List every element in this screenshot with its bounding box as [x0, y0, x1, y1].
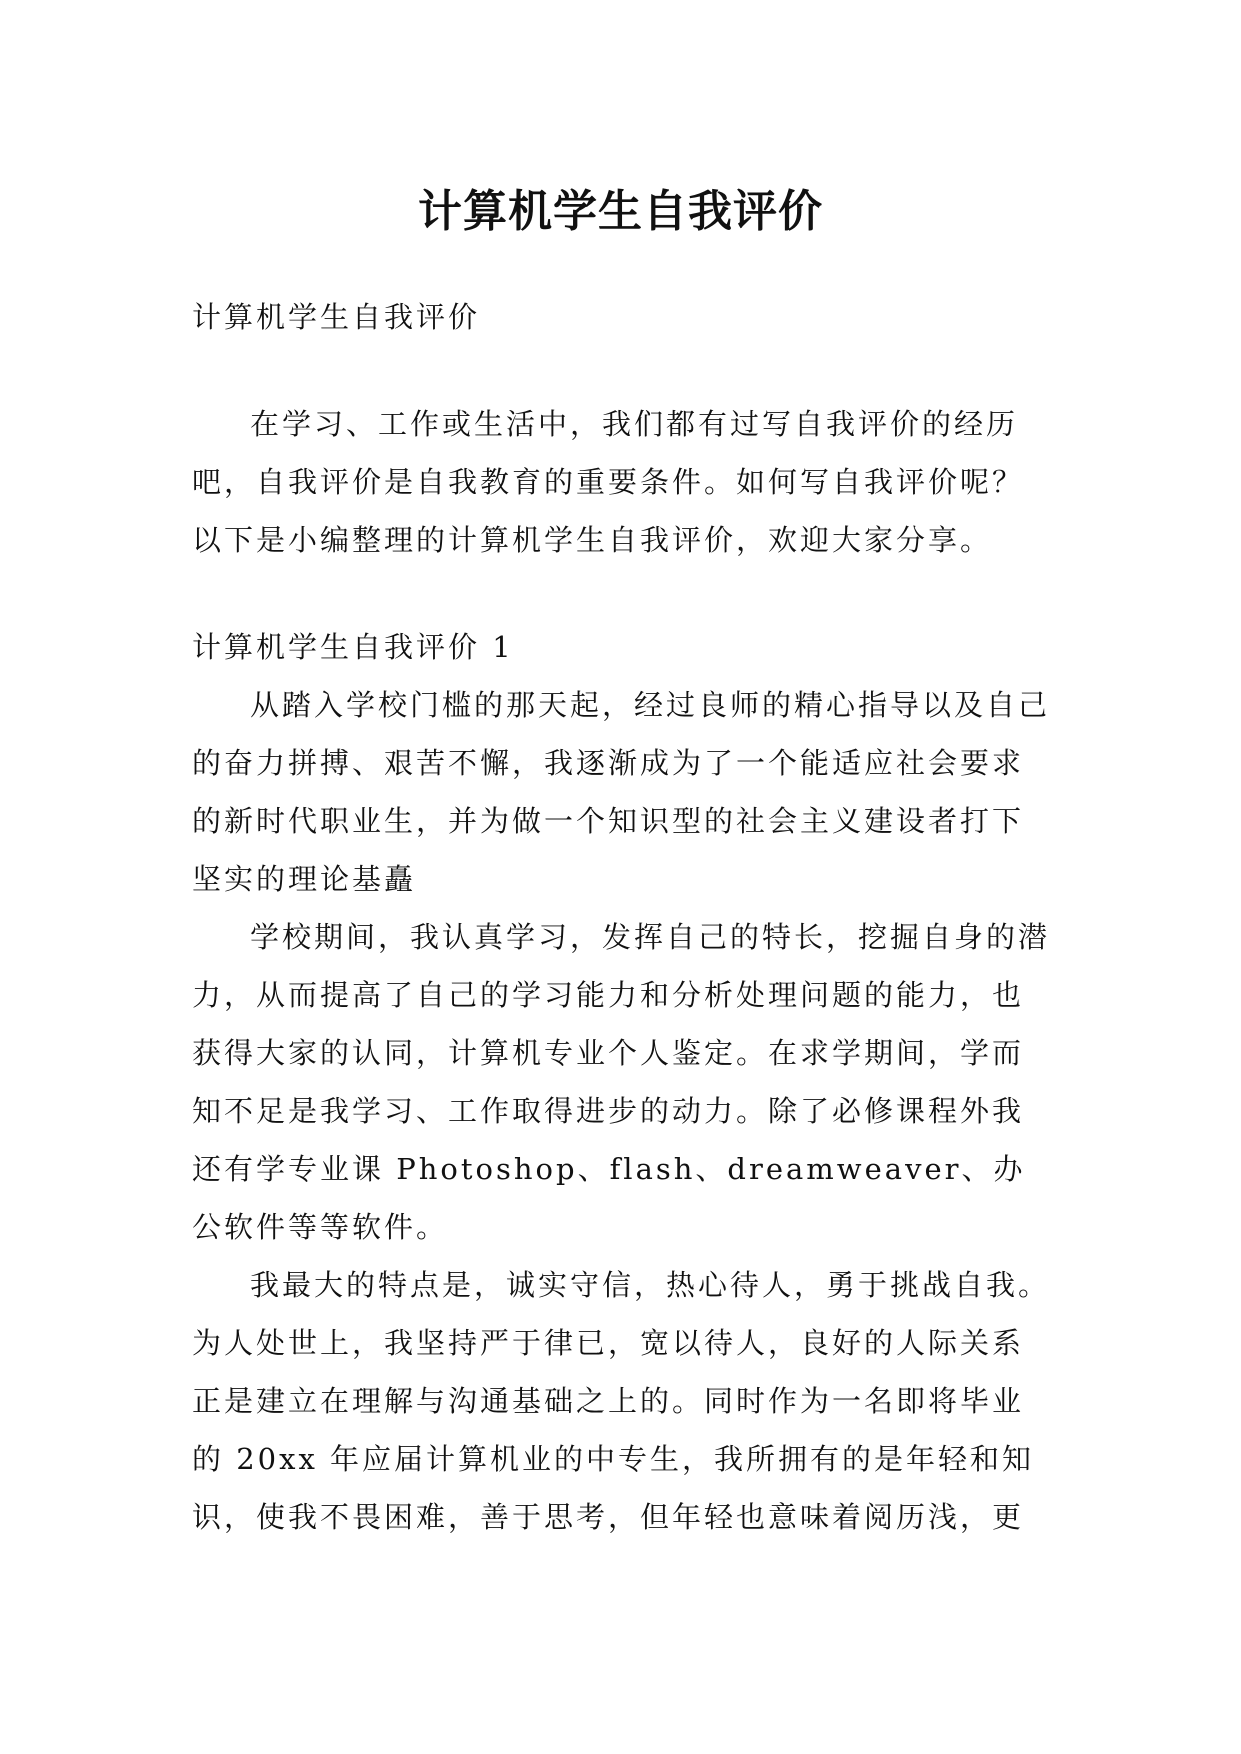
document-body [192, 288, 1050, 1546]
body-paragraph: 学校期间，我认真学习，发挥自己的特长，挖掘自身的潜力，从而提高了自己的学习能力和分析处理问题的能力，也获得大家的认同，计算机专业个人鉴定。在求学期间，学而知不足是我学习、工作取得进步的动力。除了必修课程外我还有学专业课 Photoshop、flash、dreamweaver、办公软件等等软件。 [192, 920, 1051, 1244]
body-paragraph: 我最大的特点是，诚实守信，热心待人，勇于挑战自我。为人处世上，我坚持严于律已，宽以待人，良好的人际关系正是建立在理解与沟通基础之上的。同时作为一名即将毕业的 20xx 年应届计算机业的中专生，我所拥有的是年轻和知识，使我不畏困难，善于思考，但年轻也意味着阅历浅，更 [192, 1268, 1051, 1534]
intro-paragraph: 在学习、工作或生活中，我们都有过写自我评价的经历吧，自我评价是自我教育的重要条件。如何写自我评价呢？以下是小编整理的计算机学生自我评价，欢迎大家分享。 [192, 407, 1025, 557]
section-heading: 计算机学生自我评价 1 [192, 630, 514, 664]
document-title: 计算机学生自我评价 [418, 186, 823, 238]
document-subtitle: 计算机学生自我评价 [192, 300, 481, 334]
body-paragraph: 从踏入学校门槛的那天起，经过良师的精心指导以及自己的奋力拼搏、艰苦不懈，我逐渐成为了一个能适应社会要求的新时代职业生，并为做一个知识型的社会主义建设者打下坚实的理论基矗 [192, 688, 1051, 896]
